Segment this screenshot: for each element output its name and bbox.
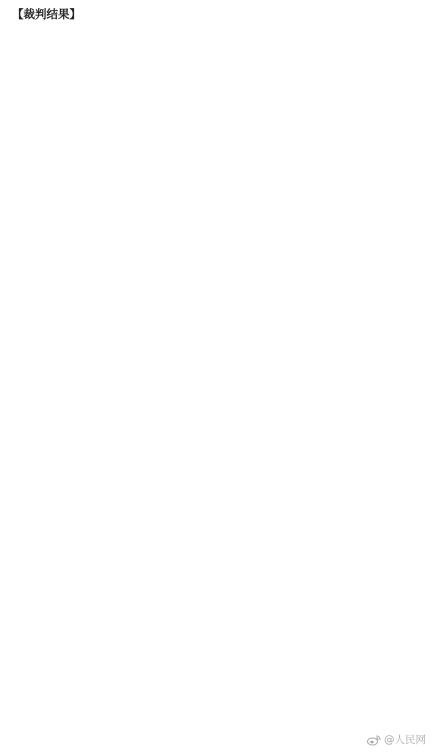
paragraph-1 xyxy=(12,33,428,213)
section-heading: 【裁判结果】 xyxy=(12,7,81,21)
watermark-text: @人民网 xyxy=(384,734,426,746)
weibo-icon xyxy=(367,734,381,746)
paragraph-3 xyxy=(12,427,428,607)
paragraph-2 xyxy=(12,230,428,410)
source-watermark xyxy=(367,732,426,747)
